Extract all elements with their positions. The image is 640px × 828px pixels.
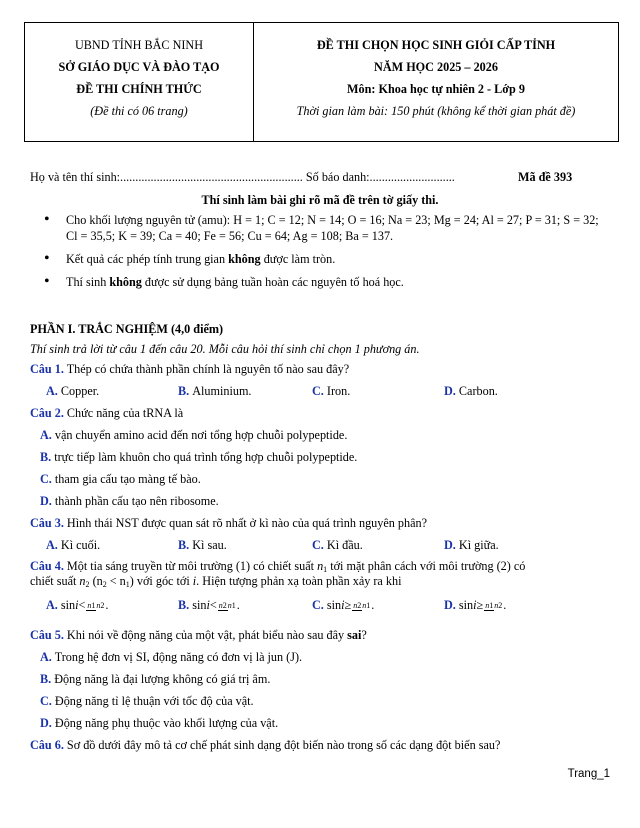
math-i: i xyxy=(75,598,79,612)
option-letter: B. xyxy=(178,538,190,552)
department-name: SỞ GIÁO DỤC VÀ ĐÀO TẠO xyxy=(58,60,220,74)
math-op: < xyxy=(209,598,217,612)
math-sin: sin xyxy=(60,598,76,612)
math-n: n xyxy=(227,600,232,610)
math-n: n xyxy=(362,600,367,610)
header-left xyxy=(25,23,254,141)
option-letter: C. xyxy=(40,694,52,708)
option-b xyxy=(40,450,357,465)
option-text: Trong hệ đơn vị SI, động năng có đơn vị là jun (J). xyxy=(54,650,303,664)
list-item xyxy=(44,251,604,267)
list-item xyxy=(44,212,604,244)
math-n: n xyxy=(218,600,223,610)
math-op: < n xyxy=(106,574,126,588)
question-4 xyxy=(30,559,525,574)
option-text: Kì cuối. xyxy=(60,538,101,552)
math-i: i xyxy=(341,598,345,612)
option-letter: C. xyxy=(312,538,324,552)
question-label: Câu 5. xyxy=(30,628,64,642)
candidate-id-label: Số báo danh:............................ xyxy=(302,170,455,184)
math-dot: . xyxy=(236,598,240,612)
math-subscript: 1 xyxy=(366,600,371,610)
math-i: i xyxy=(192,574,197,588)
option-d xyxy=(40,716,278,731)
option-b xyxy=(40,672,270,687)
exam-header xyxy=(24,22,619,142)
question-text: . Hiện tượng phản xạ toàn phần xảy ra khi xyxy=(196,574,402,588)
math-i: i xyxy=(473,598,477,612)
question-text: với góc tới xyxy=(133,574,193,588)
question-label: Câu 6. xyxy=(30,738,64,752)
exam-code-note: Thí sinh làm bài ghi rõ mã đề trên tờ giấy thi. xyxy=(201,193,439,207)
option-letter: C. xyxy=(312,598,324,612)
option-a xyxy=(46,598,178,613)
math-subscript: 2 xyxy=(357,600,362,610)
page-number: Trang_1 xyxy=(567,768,610,780)
option-text: Kì giữa. xyxy=(458,538,499,552)
candidate-name-label: Họ và tên thí sinh:............................................................ xyxy=(30,170,303,184)
option-letter: B. xyxy=(40,450,52,464)
math-sin: sin xyxy=(458,598,474,612)
question-2 xyxy=(30,406,183,421)
authority-name: UBND TỈNH BẮC NINH xyxy=(74,38,204,52)
option-text: Kì sau. xyxy=(192,538,227,552)
question-text: tới mặt phân cách với môi trường (2) có xyxy=(327,559,526,573)
math-paren: (n xyxy=(92,574,103,588)
math-dot: . xyxy=(371,598,375,612)
option-letter: B. xyxy=(40,672,52,686)
question-4-options xyxy=(46,598,606,613)
math-subscript: 2 xyxy=(85,580,90,589)
rounding-note-emphasis: không xyxy=(228,252,261,266)
question-text-end: ? xyxy=(361,628,367,642)
option-b xyxy=(178,598,312,613)
math-n: n xyxy=(494,600,499,610)
option-text: Copper. xyxy=(60,384,100,398)
math-dot: . xyxy=(105,598,109,612)
option-text: tham gia cấu tạo màng tế bào. xyxy=(54,472,201,486)
school-year: NĂM HỌC 2025 – 2026 xyxy=(374,60,498,74)
math-subscript: 1 xyxy=(323,565,328,574)
math-subscript: 2 xyxy=(498,600,503,610)
option-a xyxy=(40,650,302,665)
option-d xyxy=(444,384,498,399)
question-text: Thép có chứa thành phần chính là nguyên tố nào sau đây? xyxy=(63,362,350,376)
option-letter: C. xyxy=(312,384,324,398)
math-dot: . xyxy=(503,598,507,612)
option-letter: A. xyxy=(46,384,58,398)
option-text: thành phần cấu tạo nên ribosome. xyxy=(54,494,219,508)
question-1 xyxy=(30,362,349,377)
math-i: i xyxy=(206,598,210,612)
option-text: Aluminium. xyxy=(192,384,252,398)
question-text: chiết suất xyxy=(30,574,80,588)
math-paren: ) xyxy=(129,574,134,588)
page-count-note: (Đề thi có 06 trang) xyxy=(90,104,188,118)
math-sin: sin xyxy=(192,598,207,612)
question-text: Một tia sáng truyền từ môi trường (1) có chiết suất xyxy=(63,559,318,573)
question-label: Câu 2. xyxy=(30,406,64,420)
option-a xyxy=(46,538,178,553)
option-b xyxy=(178,538,312,553)
option-d xyxy=(40,494,219,509)
list-item xyxy=(44,274,604,290)
rounding-note-text-end: được làm tròn. xyxy=(260,252,336,266)
option-text: Động năng là đại lượng không có giá trị âm. xyxy=(54,672,271,686)
math-subscript: 1 xyxy=(91,600,96,610)
option-letter: B. xyxy=(178,384,190,398)
question-text: Sơ đồ dưới đây mô tả cơ chế phát sinh dạng đột biến nào trong số các dạng đột biến sau? xyxy=(63,738,501,752)
part1-instruction: Thí sinh trả lời từ câu 1 đến câu 20. Mỗi câu hỏi thí sinh chỉ chọn 1 phương án. xyxy=(30,342,420,356)
question-3 xyxy=(30,516,427,531)
header-right xyxy=(254,23,618,141)
question-emphasis: sai xyxy=(347,628,362,642)
option-text: Kì đầu. xyxy=(326,538,363,552)
option-a xyxy=(40,428,347,443)
time-limit: Thời gian làm bài: 150 phút (không kể thời gian phát đề) xyxy=(296,104,576,118)
atomic-mass-note: Cho khối lượng nguyên tử (amu): H = 1; C = 12; N = 14; O = 16; Na = 23; Mg = 24; Al = 27; P = 31; S = 32; Cl = 35,5; K = 39; Ca = 40; Fe = 56; Cu = 64; Ag = 108; Ba = 137. xyxy=(66,213,599,243)
option-text: Động năng tỉ lệ thuận với tốc độ của vật. xyxy=(54,694,254,708)
option-letter: A. xyxy=(46,598,58,612)
question-text: Khi nói về động năng của một vật, phát biểu nào sau đây xyxy=(63,628,348,642)
fraction xyxy=(86,602,104,611)
option-letter: D. xyxy=(444,598,456,612)
option-c xyxy=(40,472,201,487)
subject: Môn: Khoa học tự nhiên 2 - Lớp 9 xyxy=(347,82,525,96)
math-op: < xyxy=(78,598,86,612)
option-letter: D. xyxy=(40,716,52,730)
math-subscript: 2 xyxy=(102,580,107,589)
rounding-note-text: Kết quả các phép tính trung gian xyxy=(66,252,229,266)
option-d xyxy=(444,598,506,613)
question-6 xyxy=(30,738,500,753)
option-d xyxy=(444,538,499,553)
math-sin: sin xyxy=(326,598,342,612)
option-letter: A. xyxy=(40,428,52,442)
option-c xyxy=(312,598,444,613)
option-letter: A. xyxy=(46,538,58,552)
periodic-table-note-emphasis: không xyxy=(109,275,142,289)
option-b xyxy=(178,384,312,399)
option-c xyxy=(312,538,444,553)
question-label: Câu 3. xyxy=(30,516,64,530)
periodic-table-note-text: Thí sinh xyxy=(66,275,110,289)
math-subscript: 1 xyxy=(125,580,130,589)
instructions-list xyxy=(44,212,604,297)
candidate-info-line xyxy=(30,170,610,185)
question-4-cont xyxy=(30,574,401,589)
option-letter: D. xyxy=(444,384,456,398)
part1-title: PHẦN I. TRẮC NGHIỆM (4,0 điểm) xyxy=(30,322,224,336)
option-letter: B. xyxy=(178,598,190,612)
math-n: n xyxy=(317,559,324,573)
fraction xyxy=(484,602,502,611)
question-text: Chức năng của tRNA là xyxy=(63,406,184,420)
fraction xyxy=(218,602,236,611)
fraction xyxy=(352,602,370,611)
option-text: Carbon. xyxy=(458,384,498,398)
math-op: ≥ xyxy=(476,598,484,612)
option-a xyxy=(46,384,178,399)
option-c xyxy=(312,384,444,399)
official-exam-label: ĐỀ THI CHÍNH THỨC xyxy=(76,82,202,96)
math-n: n xyxy=(353,600,358,610)
option-letter: A. xyxy=(40,650,52,664)
question-text: Hình thái NST được quan sát rõ nhất ở kì nào của quá trình nguyên phân? xyxy=(63,516,428,530)
math-subscript: 2 xyxy=(100,600,105,610)
math-subscript: 2 xyxy=(222,600,227,610)
math-op: ≥ xyxy=(344,598,352,612)
question-3-options xyxy=(46,538,606,553)
option-letter: C. xyxy=(40,472,52,486)
option-text: Iron. xyxy=(326,384,351,398)
option-text: trực tiếp làm khuôn cho quá trình tổng hợp chuỗi polypeptide. xyxy=(54,450,358,464)
exam-code: Mã đề 393 xyxy=(518,170,573,184)
math-n: n xyxy=(87,600,92,610)
math-n: n xyxy=(79,574,86,588)
math-subscript: 1 xyxy=(231,600,236,610)
question-5 xyxy=(30,628,367,643)
math-n: n xyxy=(485,600,490,610)
question-label: Câu 1. xyxy=(30,362,64,376)
math-subscript: 1 xyxy=(489,600,494,610)
question-1-options xyxy=(46,384,606,399)
option-c xyxy=(40,694,254,709)
option-letter: D. xyxy=(40,494,52,508)
option-text: Động năng phụ thuộc vào khối lượng của vật. xyxy=(54,716,279,730)
question-label: Câu 4. xyxy=(30,559,64,573)
exam-title: ĐỀ THI CHỌN HỌC SINH GIỎI CẤP TỈNH xyxy=(316,38,556,52)
periodic-table-note-text-end: được sử dụng bảng tuần hoàn các nguyên tố hoá học. xyxy=(141,275,404,289)
option-text: vận chuyển amino acid đến nơi tổng hợp chuỗi polypeptide. xyxy=(54,428,348,442)
option-letter: D. xyxy=(444,538,456,552)
math-n: n xyxy=(96,600,101,610)
